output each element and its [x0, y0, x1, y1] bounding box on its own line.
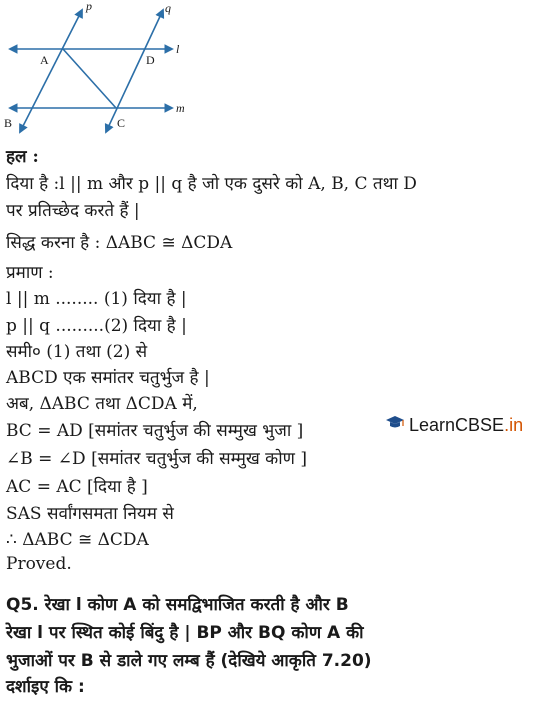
label-q: q: [165, 1, 171, 15]
proof-step-3: समी० (1) तथा (2) से: [6, 342, 148, 362]
question-line-1: Q5. रेखा l कोण A को समद्विभाजित करती है और B: [6, 595, 349, 615]
point-c: C: [117, 116, 126, 130]
line-p: [20, 10, 82, 132]
question-line-4: दर्शाइए कि :: [6, 677, 85, 697]
given-line-1: दिया है :l || m और p || q है जो एक दुसरे को A, B, C तथा D: [6, 174, 417, 194]
proof-step-9: SAS सर्वांगसमता नियम से: [6, 504, 174, 524]
proved-text: Proved.: [6, 554, 72, 574]
question-line-3: भुजाओं पर B से डाले गए लम्ब हैं (देखिये आकृति 7.20): [6, 651, 372, 671]
proof-step-8: AC = AC [दिया है ]: [6, 477, 148, 497]
proof-step-1: l || m ........ (1) दिया है |: [6, 289, 187, 309]
to-prove: सिद्ध करना है : ΔABC ≅ ΔCDA: [6, 233, 233, 253]
point-a: A: [40, 53, 49, 67]
logo-text: LearnCBSE: [409, 415, 505, 435]
label-p: p: [86, 0, 92, 13]
point-d: D: [146, 53, 155, 67]
point-b: B: [4, 116, 13, 130]
learncbse-logo: [385, 415, 523, 436]
diagonal-ac: [63, 49, 116, 108]
solution-heading: हल :: [6, 147, 39, 167]
line-q: [106, 10, 163, 132]
proof-step-2: p || q .........(2) दिया है |: [6, 316, 187, 336]
proof-step-7: ∠B = ∠D [समांतर चतुर्भुज की सम्मुख कोण ]: [6, 449, 307, 469]
graduation-cap-icon: [385, 415, 405, 436]
proof-step-4: ABCD एक समांतर चतुर्भुज है |: [6, 368, 210, 388]
proof-step-5: अब, ΔABC तथा ΔCDA में,: [6, 394, 198, 414]
label-m: m: [176, 101, 185, 115]
given-line-2: पर प्रतिच्छेद करते हैं |: [6, 201, 140, 221]
question-line-2: रेखा l पर स्थित कोई बिंदु है | BP और BQ कोण A की: [6, 623, 364, 643]
label-l: l: [176, 42, 180, 56]
proof-step-6: BC = AD [समांतर चतुर्भुज की सम्मुख भुजा ]: [6, 421, 304, 441]
proof-heading: प्रमाण :: [6, 263, 54, 283]
proof-conclusion: ∴ ΔABC ≅ ΔCDA: [6, 530, 149, 550]
parallelogram-figure: [0, 0, 200, 140]
logo-suffix: .in: [504, 415, 524, 435]
